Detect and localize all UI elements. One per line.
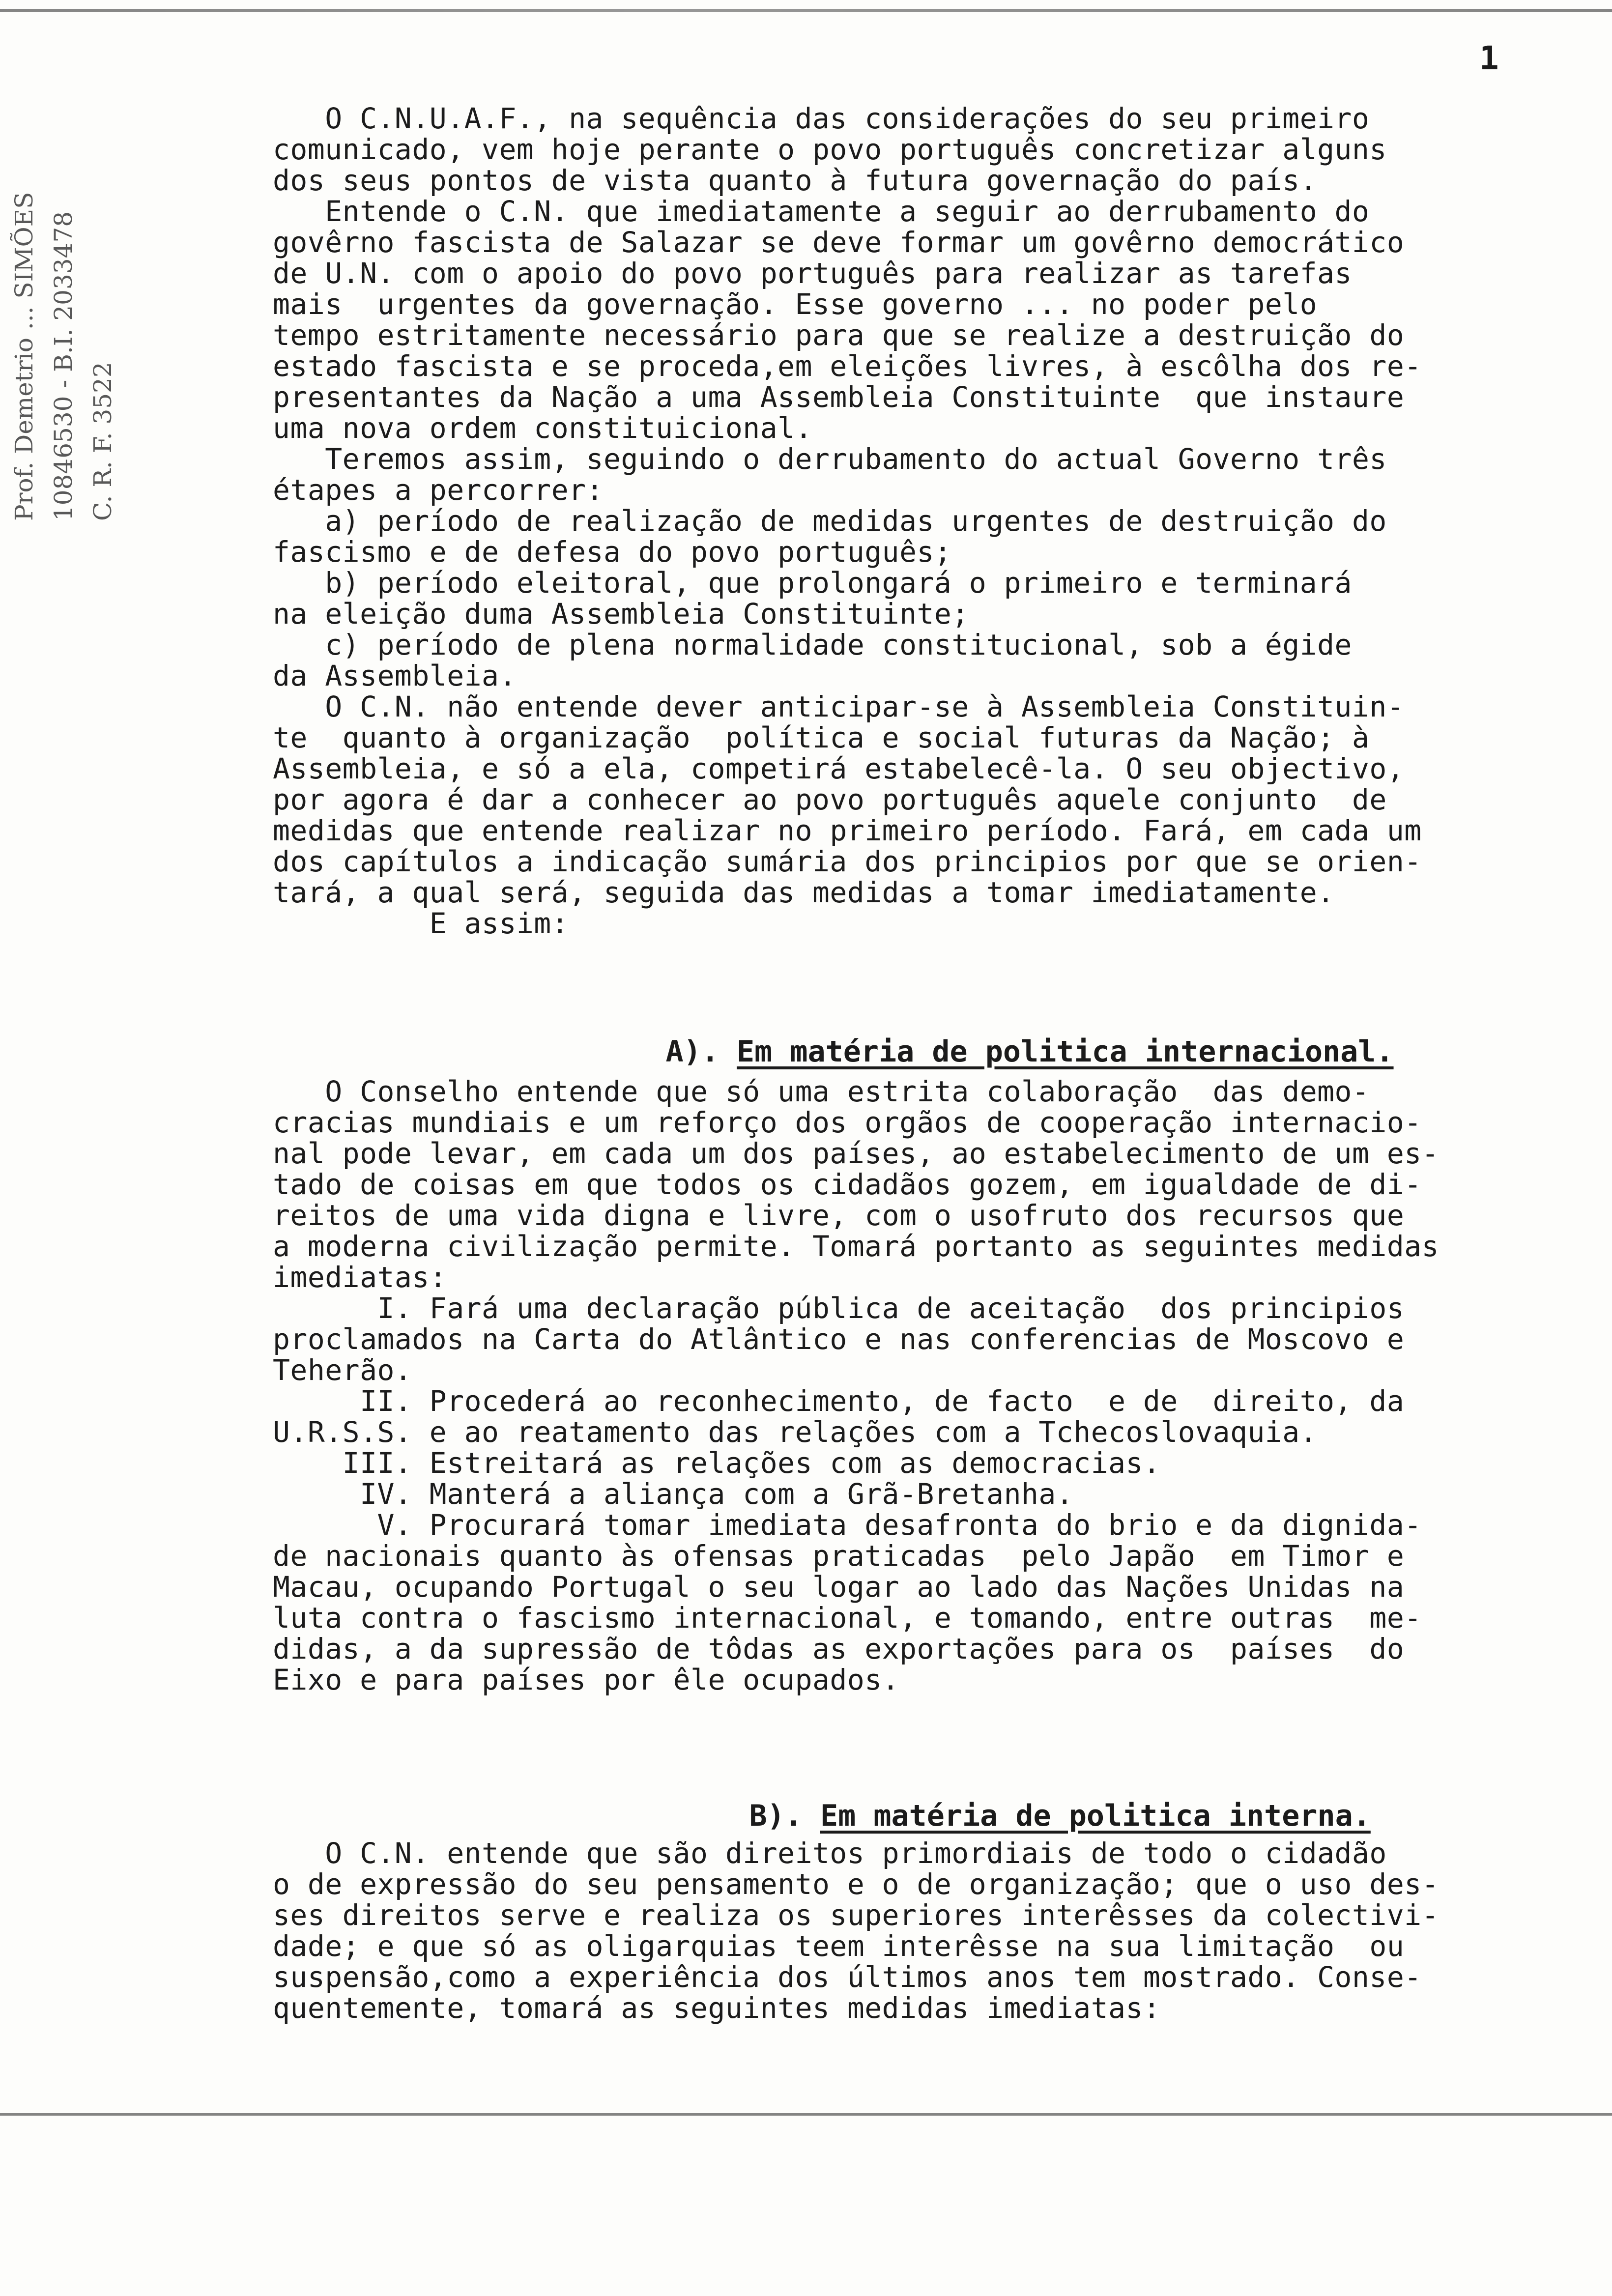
paragraph-4-line: tará, a qual será, seguida das medidas a tomar imediatamente. — [273, 876, 1335, 909]
archive-stamp — [10, 192, 117, 521]
paragraph-2-line: presentantes da Nação a uma Assembleia Constituinte que instaure — [273, 380, 1405, 414]
paragraph-2-line: mais urgentes da governação. Esse governo ... no poder pelo — [273, 287, 1318, 321]
paragraph-4-line: O C.N. não entende dever anticipar-se à Assembleia Constituin- — [273, 690, 1405, 723]
section-b-line: ses direitos serve e realiza os superiores interêsses da colectivi- — [273, 1898, 1439, 1932]
paragraph-1-line: comunicado, vem hoje perante o povo português concretizar alguns — [273, 133, 1387, 166]
paragraph-4-line: medidas que entende realizar no primeiro período. Fará, em cada um — [273, 814, 1422, 847]
section-a-line: proclamados na Carta do Atlântico e nas conferencias de Moscovo e — [273, 1322, 1405, 1356]
section-a-line: de nacionais quanto às ofensas praticadas pelo Japão em Timor e — [273, 1539, 1405, 1573]
paragraph-3-line: Teremos assim, seguindo o derrubamento do actual Governo três — [273, 442, 1387, 476]
section-b-title: Em matéria de politica interna. — [820, 1799, 1371, 1833]
section-a-line: a moderna civilização permite. Tomará portanto as seguintes medidas — [273, 1230, 1439, 1263]
section-a-line: IV. Manterá a aliança com a Grã-Bretanha. — [273, 1477, 1074, 1511]
page-top-edge — [0, 9, 1612, 12]
paragraph-2-line: uma nova ordem constituicional. — [273, 411, 812, 445]
paragraph-3-line: na eleição duma Assembleia Constituinte; — [273, 597, 969, 631]
page-bottom-edge — [0, 2113, 1612, 2116]
section-a-line: nal pode levar, em cada um dos países, ao estabelecimento de um es- — [273, 1137, 1439, 1170]
stamp-line-2: 10846530 - B.I. 2033478 — [49, 211, 78, 521]
paragraph-4-line: E assim: — [273, 907, 569, 940]
stamp-line-1: Prof. Demetrio ... SIMÕES — [10, 192, 38, 521]
paragraph-4-line: te quanto à organização política e social futuras da Nação; à — [273, 721, 1370, 754]
paragraph-3-line: étapes a percorrer: — [273, 473, 604, 507]
paragraph-2-line: Entende o C.N. que imediatamente a seguir ao derrubamento do — [273, 195, 1370, 228]
section-b-line: dade; e que só as oligarquias teem interêsse na sua limitação ou — [273, 1929, 1405, 1963]
paragraph-4-line: Assembleia, e só a ela, competirá estabelecê-la. O seu objectivo, — [273, 752, 1405, 785]
section-b-line: o de expressão do seu pensamento e o de organização; que o uso des- — [273, 1867, 1439, 1901]
paragraph-3-line: c) período de plena normalidade constitucional, sob a égide — [273, 628, 1352, 661]
paragraph-4-line: dos capítulos a indicação sumária dos principios por que se orien- — [273, 845, 1422, 878]
section-a-line: V. Procurará tomar imediata desafronta do brio e da dignida- — [273, 1508, 1422, 1542]
section-a-text — [273, 1076, 1590, 1695]
section-b-text — [273, 1838, 1590, 2024]
section-a-line: Teherão. — [273, 1353, 412, 1387]
paragraph-2-line: estado fascista e se proceda,em eleições livres, à escôlha dos re- — [273, 349, 1422, 383]
paragraph-2-line: tempo estritamente necessário para que se realize a destruição do — [273, 318, 1405, 352]
paragraph-3-line: b) período eleitoral, que prolongará o primeiro e terminará — [273, 566, 1352, 600]
section-b-prefix: B). — [749, 1799, 820, 1833]
paragraph-3-line: a) período de realização de medidas urgentes de destruição do — [273, 504, 1387, 538]
section-b-line: suspensão,como a experiência dos últimos anos tem mostrado. Conse- — [273, 1960, 1422, 1994]
section-a-line: I. Fará uma declaração pública de aceitação dos principios — [273, 1292, 1405, 1325]
stamp-line-3: C. R. F. 3522 — [88, 362, 117, 521]
paragraph-2-line: de U.N. com o apoio do povo português para realizar as tarefas — [273, 257, 1352, 290]
paragraph-3-line: fascismo e de defesa do povo português; — [273, 535, 952, 569]
paragraph-3-line: da Assembleia. — [273, 659, 517, 692]
section-b-line: O C.N. entende que são direitos primordiais de todo o cidadão — [273, 1837, 1387, 1870]
section-a-line: cracias mundiais e um reforço dos orgãos de cooperação internacio- — [273, 1106, 1422, 1139]
section-a-title: Em matéria de politica internacional. — [737, 1034, 1394, 1069]
section-a-prefix: A). — [665, 1034, 737, 1069]
paragraph-4-line: por agora é dar a conhecer ao povo português aquele conjunto de — [273, 783, 1387, 816]
section-a-line: U.R.S.S. e ao reatamento das relações com a Tchecoslovaquia. — [273, 1415, 1318, 1449]
section-a-line: didas, a da supressão de tôdas as exportações para os países do — [273, 1632, 1405, 1665]
paragraph-1-line: dos seus pontos de vista quanto à futura governação do país. — [273, 164, 1318, 197]
section-a-line: reitos de uma vida digna e livre, com o usofruto dos recursos que — [273, 1199, 1405, 1232]
section-a-line: imediatas: — [273, 1261, 447, 1294]
intro-text — [273, 103, 1590, 939]
section-a-line: O Conselho entende que só uma estrita colaboração das demo- — [273, 1075, 1370, 1108]
section-a-line: luta contra o fascismo internacional, e tomando, entre outras me- — [273, 1601, 1422, 1635]
page-number: 1 — [1479, 39, 1499, 77]
section-a-line: II. Procederá ao reconhecimento, de facto e de direito, da — [273, 1384, 1405, 1418]
section-b-line: quentemente, tomará as seguintes medidas imediatas: — [273, 1991, 1161, 2025]
paragraph-2-line: govêrno fascista de Salazar se deve formar um govêrno democrático — [273, 226, 1405, 259]
paragraph-1-line: O C.N.U.A.F., na sequência das considerações do seu primeiro — [273, 102, 1370, 135]
section-a-line: Eixo e para países por êle ocupados. — [273, 1663, 900, 1696]
section-a-line: Macau, ocupando Portugal o seu logar ao lado das Nações Unidas na — [273, 1570, 1405, 1604]
section-a-line: tado de coisas em que todos os cidadãos gozem, em igualdade de di- — [273, 1168, 1422, 1201]
section-a-line: III. Estreitará as relações com as democracias. — [273, 1446, 1161, 1480]
